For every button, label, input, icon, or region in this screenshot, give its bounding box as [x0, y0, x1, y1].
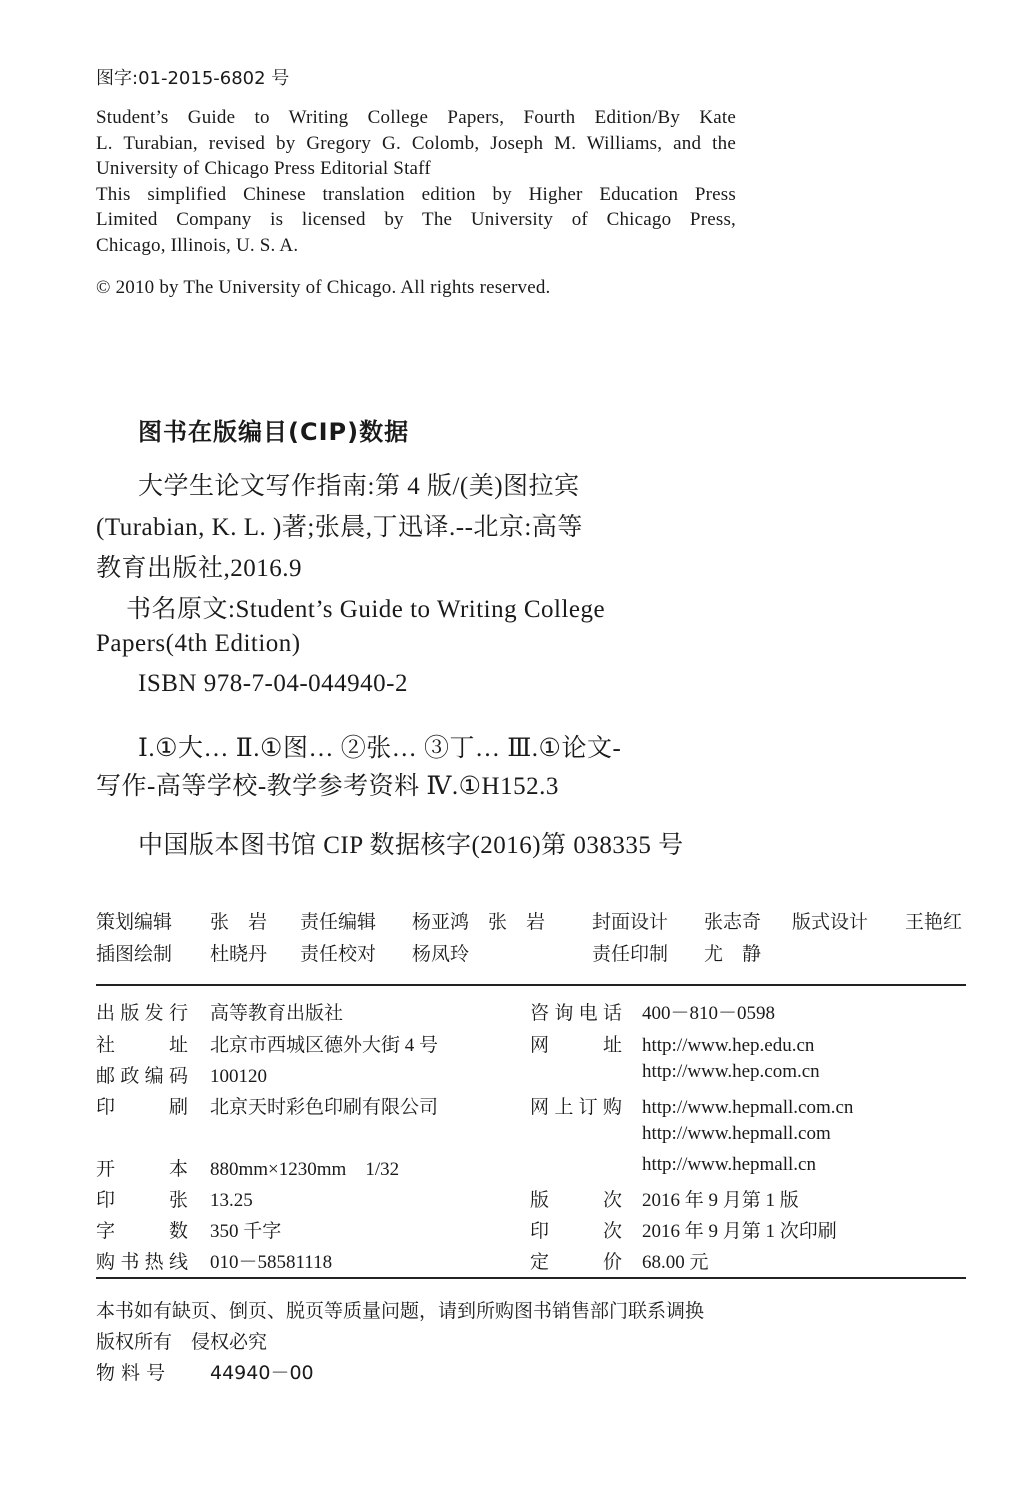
- staff-label: 责任校对: [300, 943, 377, 965]
- copyright-registration: 图字:01-2015-6802 号: [96, 68, 290, 89]
- info-label: 印张: [96, 1189, 188, 1211]
- info-label: 邮政编码: [96, 1065, 188, 1087]
- staff-label: 封面设计: [592, 911, 669, 933]
- info-label: 咨询电话: [530, 1002, 622, 1024]
- cip-line: (Turabian, K. L. )著;张晨,丁迅译.--北京:高等: [96, 514, 583, 541]
- website-link[interactable]: http://www.hep.edu.cn: [642, 1035, 815, 1056]
- price: 68.00 元: [642, 1252, 709, 1273]
- staff-name: 杨亚鸿 张 岩: [412, 911, 546, 933]
- info-label: 定价: [530, 1251, 622, 1273]
- info-label: 字数: [96, 1220, 188, 1242]
- quality-notice: 本书如有缺页、倒页、脱页等质量问题，请到所购图书销售部门联系调换: [96, 1300, 705, 1322]
- info-label: 开本: [96, 1158, 188, 1180]
- english-line: Limited Company is licensed by The University of Chicago Press,: [96, 209, 736, 230]
- english-line: This simplified Chinese translation edition by Higher Education Press: [96, 184, 736, 205]
- english-line: Chicago, Illinois, U. S. A.: [96, 235, 299, 256]
- info-label: 印次: [530, 1220, 622, 1242]
- material-label: 物 料 号: [96, 1362, 166, 1384]
- info-value: 13.25: [210, 1190, 253, 1211]
- info-value: 010－58581118: [210, 1252, 333, 1273]
- staff-name: 张志奇: [704, 911, 762, 933]
- staff-label: 策划编辑: [96, 911, 173, 933]
- info-value: 350 千字: [210, 1221, 282, 1242]
- staff-name: 王艳红: [905, 911, 963, 933]
- website-link[interactable]: http://www.hepmall.com.cn: [642, 1097, 854, 1118]
- cip-line: Papers(4th Edition): [96, 630, 301, 657]
- staff-name: 杨凤玲: [412, 943, 470, 965]
- info-label: 购书热线: [96, 1251, 188, 1273]
- material-number: 44940－00: [210, 1362, 314, 1384]
- website-link[interactable]: http://www.hep.com.cn: [642, 1061, 820, 1082]
- info-value: 2016 年 9 月第 1 次印刷: [642, 1221, 837, 1242]
- english-line: L. Turabian, revised by Gregory G. Colomb, Joseph M. Williams, and the: [96, 133, 736, 154]
- staff-label: 版式设计: [792, 911, 869, 933]
- staff-name: 张 岩: [210, 911, 268, 933]
- info-value: 880mm×1230mm 1/32: [210, 1159, 400, 1180]
- info-label: 版次: [530, 1189, 622, 1211]
- cip-line: 书名原文:Student’s Guide to Writing College: [126, 596, 606, 623]
- info-value: 北京市西城区德外大街 4 号: [210, 1035, 439, 1056]
- info-value: 北京天时彩色印刷有限公司: [210, 1097, 439, 1118]
- english-line: Student’s Guide to Writing College Papers, Fourth Edition/By Kate: [96, 107, 736, 128]
- rights-notice: 版权所有 侵权必究: [96, 1331, 268, 1353]
- cip-classification: 写作-高等学校-教学参考资料 Ⅳ.①H152.3: [96, 773, 559, 800]
- info-label: 网址: [530, 1034, 622, 1056]
- cip-classification: Ⅰ.①大… Ⅱ.①图… ②张… ③丁… Ⅲ.①论文-: [138, 735, 622, 762]
- divider-bottom: [96, 1277, 966, 1279]
- info-label: 出版发行: [96, 1002, 188, 1024]
- info-value: 2016 年 9 月第 1 版: [642, 1190, 799, 1211]
- staff-name: 杜晓丹: [210, 943, 268, 965]
- info-label: 印刷: [96, 1096, 188, 1118]
- staff-name: 尤 静: [704, 943, 762, 965]
- cip-verification-number: 中国版本图书馆 CIP 数据核字(2016)第 038335 号: [138, 832, 684, 859]
- staff-label: 责任印制: [592, 943, 669, 965]
- info-value: 400－810－0598: [642, 1003, 776, 1024]
- info-label: 网上订购: [530, 1096, 622, 1118]
- isbn: ISBN 978-7-04-044940-2: [138, 670, 409, 697]
- staff-label: 责任编辑: [300, 911, 377, 933]
- info-label: 社址: [96, 1034, 188, 1056]
- divider-top: [96, 984, 966, 986]
- info-value: 高等教育出版社: [210, 1003, 344, 1024]
- english-line: University of Chicago Press Editorial Staff: [96, 158, 431, 179]
- staff-label: 插图绘制: [96, 943, 173, 965]
- cip-line: 大学生论文写作指南:第 4 版/(美)图拉宾: [138, 473, 580, 500]
- info-value: 100120: [210, 1066, 267, 1087]
- cip-line: 教育出版社,2016.9: [96, 555, 303, 582]
- cip-title: 图书在版编目(CIP)数据: [138, 418, 410, 446]
- website-link[interactable]: http://www.hepmall.cn: [642, 1154, 816, 1175]
- copyright-line: © 2010 by The University of Chicago. All rights reserved.: [96, 277, 551, 298]
- website-link[interactable]: http://www.hepmall.com: [642, 1123, 831, 1144]
